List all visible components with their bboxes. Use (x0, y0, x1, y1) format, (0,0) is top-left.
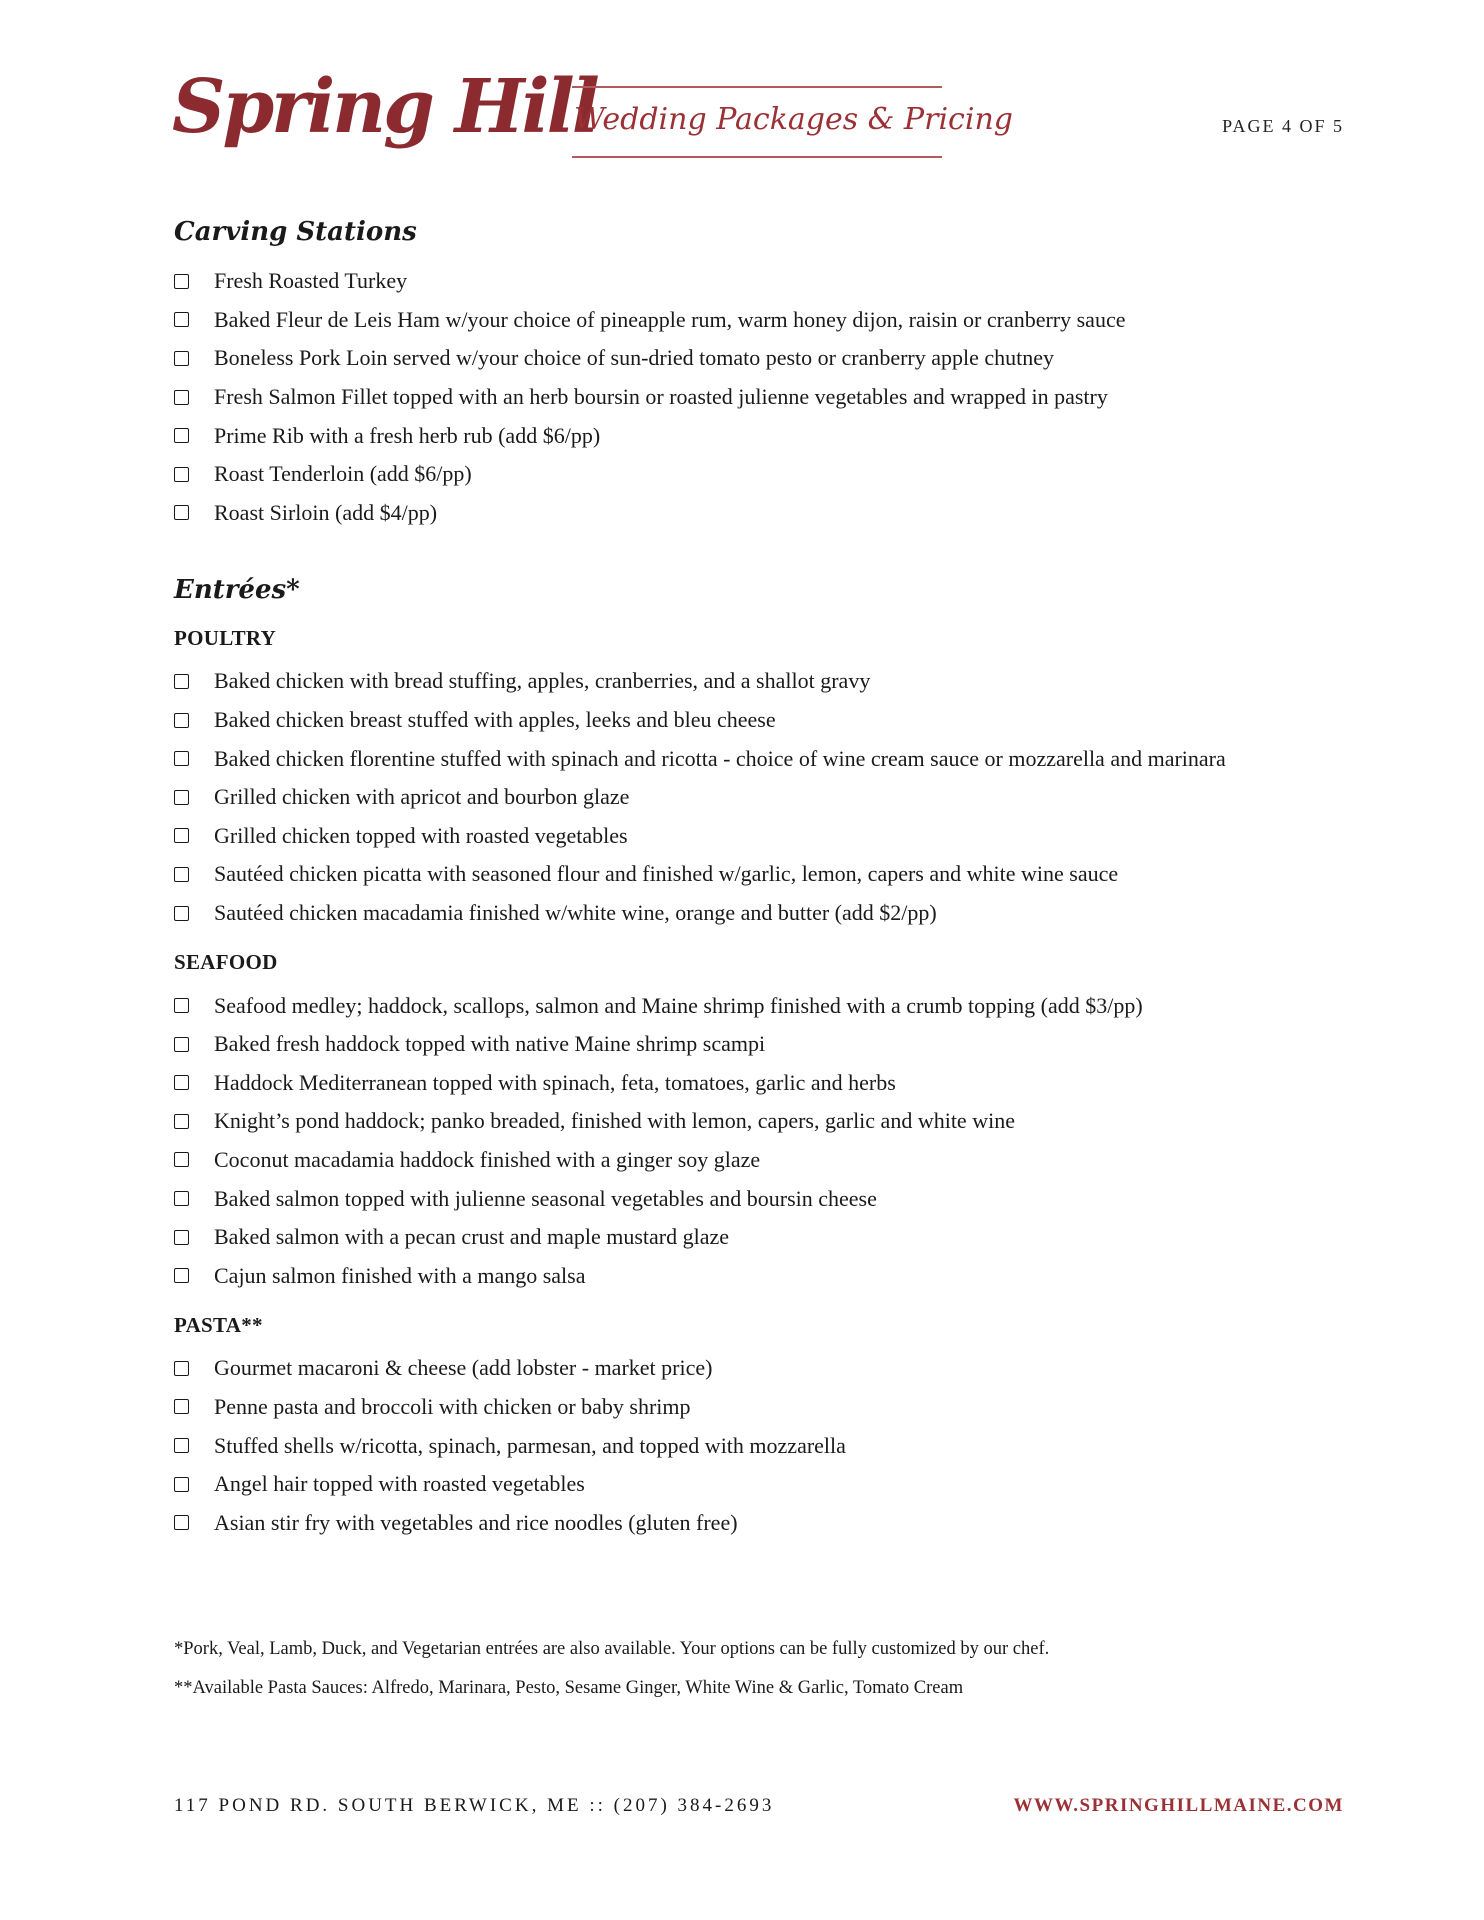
menu-option[interactable] (174, 1025, 1354, 1064)
menu-option-label: Boneless Pork Loin served w/your choice of sun-dried tomato pesto or cranberry apple chutney (214, 345, 1055, 371)
checkbox[interactable] (174, 390, 189, 405)
menu-option[interactable] (174, 339, 1354, 378)
menu-option-label: Sautéed chicken macadamia finished w/white wine, orange and butter (add $2/pp) (214, 900, 937, 926)
menu-option[interactable] (174, 817, 1354, 856)
menu-option[interactable] (174, 1503, 1354, 1542)
menu-option-label: Baked chicken with bread stuffing, apples, cranberries, and a shallot gravy (214, 668, 871, 694)
menu-option[interactable] (174, 1064, 1354, 1103)
menu-option[interactable] (174, 855, 1354, 894)
tagline-box (572, 86, 1013, 158)
checkbox[interactable] (174, 428, 189, 443)
menu-option-label: Sautéed chicken picatta with seasoned flour and finished w/garlic, lemon, capers and white wine sauce (214, 861, 1119, 887)
footer-address: 117 POND RD. SOUTH BERWICK, ME :: (207) 384-2693 (174, 1795, 775, 1816)
carving-list (174, 262, 1354, 532)
menu-option-label: Stuffed shells w/ricotta, spinach, parmesan, and topped with mozzarella (214, 1432, 846, 1458)
poultry-list (174, 662, 1354, 932)
menu-option-label: Baked Fleur de Leis Ham w/your choice of pineapple rum, warm honey dijon, raisin or cranberry sauce (214, 306, 1126, 332)
menu-content (174, 212, 1354, 1542)
footnote-entrees: *Pork, Veal, Lamb, Duck, and Vegetarian entrées are also available. Your options can be fully customized by our chef. (174, 1639, 1050, 1659)
menu-option-label: Cajun salmon finished with a mango salsa (214, 1262, 586, 1288)
checkbox[interactable] (174, 1361, 189, 1376)
menu-option-label: Fresh Roasted Turkey (214, 268, 408, 294)
menu-option-label: Gourmet macaroni & cheese (add lobster - market price) (214, 1355, 713, 1381)
menu-option[interactable] (174, 1218, 1354, 1257)
menu-option[interactable] (174, 986, 1354, 1025)
menu-option-label: Fresh Salmon Fillet topped with an herb boursin or roasted julienne vegetables and wrapped in pastry (214, 384, 1108, 410)
checkbox[interactable] (174, 467, 189, 482)
footnotes (174, 1630, 1354, 1708)
menu-option-label: Grilled chicken topped with roasted vegetables (214, 822, 628, 848)
menu-option[interactable] (174, 1426, 1354, 1465)
checkbox[interactable] (174, 351, 189, 366)
menu-option-label: Angel hair topped with roasted vegetables (214, 1471, 585, 1497)
seafood-list (174, 986, 1354, 1295)
menu-option[interactable] (174, 1465, 1354, 1504)
checkbox[interactable] (174, 1230, 189, 1245)
checkbox[interactable] (174, 1438, 189, 1453)
checkbox[interactable] (174, 867, 189, 882)
menu-option-label: Baked chicken florentine stuffed with spinach and ricotta - choice of wine cream sauce or mozzarella and marinara (214, 745, 1226, 771)
checkbox[interactable] (174, 751, 189, 766)
checkbox[interactable] (174, 1152, 189, 1167)
menu-option[interactable] (174, 1179, 1354, 1218)
menu-option[interactable] (174, 262, 1354, 301)
menu-option[interactable] (174, 701, 1354, 740)
checkbox[interactable] (174, 1075, 189, 1090)
poultry-title: POULTRY (174, 626, 277, 651)
carving-stations-title: Carving Stations (174, 217, 417, 247)
menu-option-label: Prime Rib with a fresh herb rub (add $6/pp) (214, 422, 601, 448)
menu-option-label: Penne pasta and broccoli with chicken or baby shrimp (214, 1393, 691, 1419)
checkbox[interactable] (174, 1191, 189, 1206)
checkbox[interactable] (174, 1114, 189, 1129)
menu-option[interactable] (174, 301, 1354, 340)
checkbox[interactable] (174, 906, 189, 921)
menu-option-label: Baked salmon with a pecan crust and maple mustard glaze (214, 1224, 729, 1250)
checkbox[interactable] (174, 1399, 189, 1414)
footer-website-link[interactable]: WWW.SPRINGHILLMAINE.COM (1013, 1795, 1344, 1816)
menu-option-label: Asian stir fry with vegetables and rice noodles (gluten free) (214, 1509, 738, 1535)
menu-option-label: Grilled chicken with apricot and bourbon glaze (214, 784, 630, 810)
menu-option[interactable] (174, 378, 1354, 417)
menu-option[interactable] (174, 778, 1354, 817)
menu-option-label: Baked fresh haddock topped with native Maine shrimp scampi (214, 1031, 766, 1057)
menu-option[interactable] (174, 1349, 1354, 1388)
seafood-title: SEAFOOD (174, 950, 278, 975)
checkbox[interactable] (174, 1268, 189, 1283)
tagline: Wedding Packages & Pricing (574, 102, 1013, 137)
checkbox[interactable] (174, 713, 189, 728)
menu-option[interactable] (174, 894, 1354, 933)
menu-option[interactable] (174, 662, 1354, 701)
spring-hill-logo: Spring Hill (172, 64, 597, 150)
pasta-title: PASTA** (174, 1313, 263, 1338)
checkbox[interactable] (174, 274, 189, 289)
menu-option[interactable] (174, 416, 1354, 455)
menu-option[interactable] (174, 1388, 1354, 1427)
menu-option[interactable] (174, 1256, 1354, 1295)
checkbox[interactable] (174, 790, 189, 805)
pasta-list (174, 1349, 1354, 1542)
checkbox[interactable] (174, 1037, 189, 1052)
checkbox[interactable] (174, 312, 189, 327)
menu-option[interactable] (174, 739, 1354, 778)
checkbox[interactable] (174, 1515, 189, 1530)
menu-option-label: Coconut macadamia haddock finished with a ginger soy glaze (214, 1146, 761, 1172)
checkbox[interactable] (174, 505, 189, 520)
menu-option[interactable] (174, 455, 1354, 494)
footnote-pasta-sauces: **Available Pasta Sauces: Alfredo, Marinara, Pesto, Sesame Ginger, White Wine & Garlic, Tomato Cream (174, 1678, 964, 1698)
checkbox[interactable] (174, 998, 189, 1013)
menu-option[interactable] (174, 494, 1354, 533)
menu-option-label: Roast Tenderloin (add $6/pp) (214, 461, 472, 487)
menu-option-label: Baked salmon topped with julienne seasonal vegetables and boursin cheese (214, 1185, 877, 1211)
menu-option-label: Knight’s pond haddock; panko breaded, finished with lemon, capers, garlic and white wine (214, 1108, 1015, 1134)
page-header (0, 0, 1484, 200)
menu-option[interactable] (174, 1141, 1354, 1180)
menu-option-label: Baked chicken breast stuffed with apples, leeks and bleu cheese (214, 707, 776, 733)
menu-option-label: Haddock Mediterranean topped with spinach, feta, tomatoes, garlic and herbs (214, 1069, 896, 1095)
entrees-title: Entrées* (174, 575, 300, 606)
menu-option-label: Roast Sirloin (add $4/pp) (214, 499, 438, 525)
checkbox[interactable] (174, 828, 189, 843)
menu-option-label: Seafood medley; haddock, scallops, salmon and Maine shrimp finished with a crumb topping (add $3/pp) (214, 992, 1143, 1018)
menu-option[interactable] (174, 1102, 1354, 1141)
checkbox[interactable] (174, 674, 189, 689)
checkbox[interactable] (174, 1477, 189, 1492)
page-number: PAGE 4 OF 5 (1222, 116, 1344, 136)
